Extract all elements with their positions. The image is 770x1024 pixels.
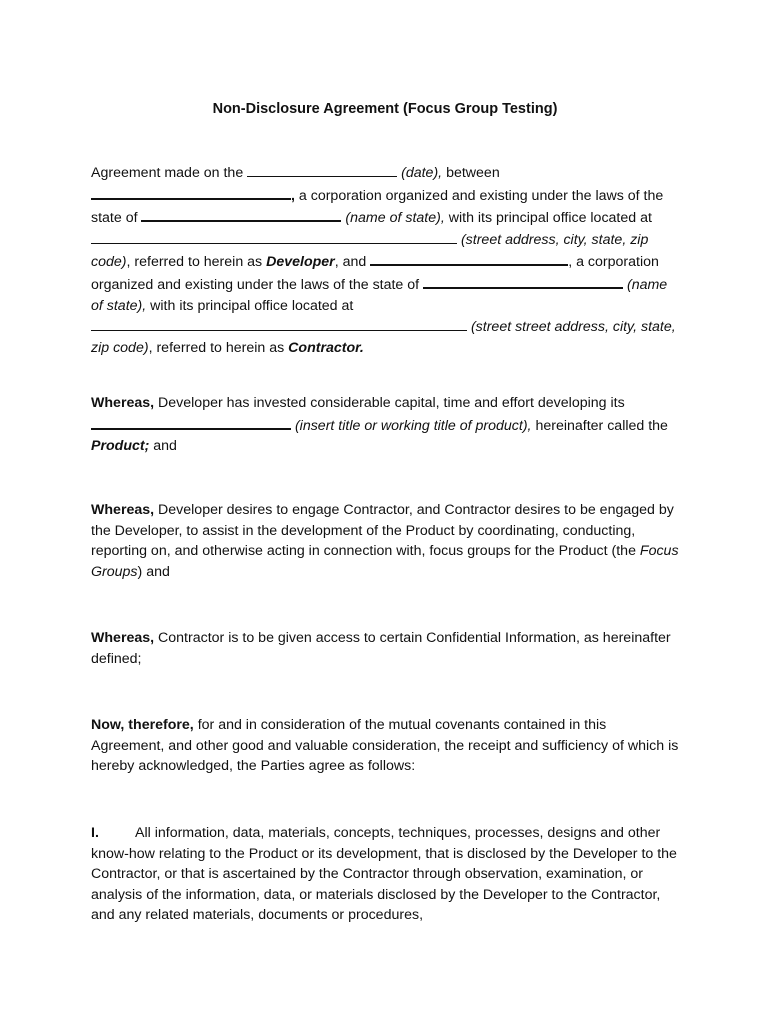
whereas-lead: Whereas, xyxy=(91,630,155,646)
address-hint: (street street address, city, state, zip code) xyxy=(91,319,676,356)
parties-paragraph xyxy=(91,162,681,358)
text: Agreement made on the xyxy=(91,165,248,181)
contractor-address-blank xyxy=(91,316,467,331)
date-blank xyxy=(247,162,397,177)
document-title: Non-Disclosure Agreement (Focus Group Testing) xyxy=(212,101,558,117)
address-hint: (street address, city, state, zip code) xyxy=(91,231,649,271)
whereas-paragraph-1 xyxy=(91,393,681,457)
text: between xyxy=(442,165,500,181)
text: with its principal office located at xyxy=(444,210,652,227)
text: Developer desires to engage Contractor, and Contractor desires to be engaged by the Developer, to assist in the development of the Product by coordinating, conducting, reporting on, and otherwise acting in connection with, focus groups for the Product (the xyxy=(91,502,674,560)
text: for and in consideration of the mutual covenants contained in this Agreement, and other good and valuable consideration, the receipt and sufficiency of which is hereby acknowledged, the Parties agree as follows: xyxy=(91,717,679,775)
whereas-lead: Whereas, xyxy=(91,502,155,518)
text: , referred to herein as xyxy=(126,254,267,271)
contractor-name-blank xyxy=(370,250,568,266)
text: , and xyxy=(334,254,371,271)
section-text: All information, data, materials, concepts, techniques, processes, designs and other know-how relating to the Product or its development, that is disclosed by the Developer to the Contractor, or that is ascertained by the Contractor through observation, examination, or analysis of the information, data, or materials disclosed by the Developer to the Contractor, and any related materials, documents or procedures, xyxy=(91,825,677,924)
product-title-blank xyxy=(91,414,291,430)
contractor-term: Contractor. xyxy=(288,339,364,356)
text: , xyxy=(291,187,295,204)
whereas-paragraph-3 xyxy=(91,628,681,669)
text: Contractor is to be given access to certain Confidential Information, as hereinafter defined; xyxy=(91,630,671,667)
now-therefore-lead: Now, therefore, xyxy=(91,717,194,733)
text: and xyxy=(149,438,177,455)
now-therefore-paragraph xyxy=(91,715,681,777)
text: with its principal office located at xyxy=(146,297,354,314)
text: Developer has invested considerable capital, time and effort developing its xyxy=(154,395,625,411)
focus-groups-term: Focus Groups xyxy=(91,543,679,580)
text: ) and xyxy=(137,563,170,580)
section-1-paragraph xyxy=(91,823,681,926)
whereas-paragraph-2 xyxy=(91,500,681,582)
state-hint: (name of state), xyxy=(91,276,668,314)
developer-address-blank xyxy=(91,229,457,244)
developer-term: Developer xyxy=(266,254,335,271)
developer-name-blank xyxy=(91,184,291,200)
product-term: Product; xyxy=(91,438,150,455)
product-hint: (insert title or working title of product), xyxy=(291,417,532,434)
text: , referred to herein as xyxy=(148,339,289,356)
date-hint: (date), xyxy=(397,165,443,181)
section-number: I. xyxy=(91,825,99,841)
text: a corporation organized and existing under the laws of the state of xyxy=(91,187,664,227)
whereas-lead: Whereas, xyxy=(91,395,155,411)
text: , a corporation organized and existing under the laws of the state of xyxy=(91,254,659,293)
developer-state-blank xyxy=(141,206,341,222)
contractor-state-blank xyxy=(423,273,623,289)
text: hereinafter called the xyxy=(531,417,668,434)
state-hint: (name of state), xyxy=(341,210,445,227)
